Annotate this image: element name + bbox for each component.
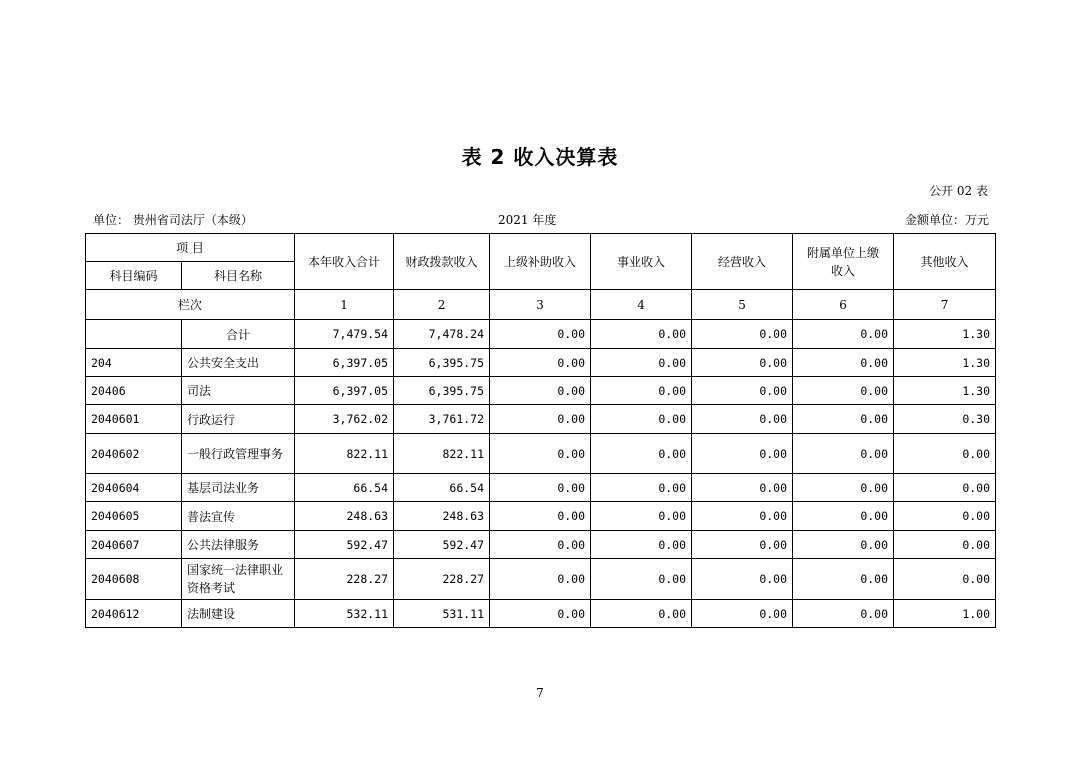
column-number: 1 [295, 290, 394, 320]
cell-value: 0.00 [894, 502, 996, 531]
subject-name: 一般行政管理事务 [182, 434, 295, 474]
subject-name: 国家统一法律职业资格考试 [182, 559, 295, 600]
cell-value: 0.00 [591, 559, 692, 600]
cell-value: 0.00 [692, 434, 793, 474]
subject-code: 2040601 [86, 405, 182, 434]
cell-value: 0.00 [490, 349, 591, 377]
cell-value: 0.00 [591, 600, 692, 628]
cell-value: 248.63 [394, 502, 490, 531]
cell-value: 0.00 [490, 474, 591, 502]
subject-name: 基层司法业务 [182, 474, 295, 502]
header-col-1: 本年收入合计 [295, 234, 394, 290]
unit-label: 单位： 贵州省司法厅（本级） [93, 213, 253, 227]
header-col-4: 事业收入 [591, 234, 692, 290]
cell-value: 0.00 [692, 502, 793, 531]
cell-value: 531.11 [394, 600, 490, 628]
cell-value: 592.47 [394, 531, 490, 559]
subject-name: 法制建设 [182, 600, 295, 628]
cell-value: 3,761.72 [394, 405, 490, 434]
cell-value: 0.30 [894, 405, 996, 434]
cell-value: 0.00 [692, 474, 793, 502]
cell-value: 822.11 [295, 434, 394, 474]
cell-value: 532.11 [295, 600, 394, 628]
total-value: 1.30 [894, 320, 996, 349]
cell-value: 0.00 [692, 377, 793, 405]
column-number: 6 [793, 290, 894, 320]
total-value: 0.00 [591, 320, 692, 349]
cell-value: 0.00 [793, 349, 894, 377]
cell-value: 0.00 [591, 434, 692, 474]
cell-value: 1.00 [894, 600, 996, 628]
cell-value: 0.00 [591, 377, 692, 405]
cell-value: 1.30 [894, 377, 996, 405]
subject-code: 2040607 [86, 531, 182, 559]
total-label: 合计 [182, 320, 295, 349]
cell-value: 3,762.02 [295, 405, 394, 434]
total-value: 7,479.54 [295, 320, 394, 349]
subject-name: 公共安全支出 [182, 349, 295, 377]
header-subject-name: 科目名称 [182, 262, 295, 290]
table-row [86, 474, 996, 502]
table-row [86, 434, 996, 474]
cell-value: 0.00 [591, 531, 692, 559]
cell-value: 0.00 [490, 434, 591, 474]
cell-value: 0.00 [591, 405, 692, 434]
total-value: 0.00 [490, 320, 591, 349]
cell-value: 0.00 [591, 502, 692, 531]
total-value: 0.00 [793, 320, 894, 349]
table-row [86, 531, 996, 559]
subject-code: 204 [86, 349, 182, 377]
cell-value: 0.00 [793, 559, 894, 600]
total-value: 7,478.24 [394, 320, 490, 349]
subject-code: 2040605 [86, 502, 182, 531]
cell-value: 0.00 [490, 405, 591, 434]
cell-value: 592.47 [295, 531, 394, 559]
header-col-5: 经营收入 [692, 234, 793, 290]
table-row [86, 502, 996, 531]
header-subject-code: 科目编码 [86, 262, 182, 290]
subject-name: 公共法律服务 [182, 531, 295, 559]
cell-value: 0.00 [793, 474, 894, 502]
cell-value: 0.00 [591, 474, 692, 502]
cell-value: 0.00 [793, 531, 894, 559]
cell-value: 0.00 [793, 600, 894, 628]
subject-code: 2040612 [86, 600, 182, 628]
column-number: 2 [394, 290, 490, 320]
cell-value: 228.27 [394, 559, 490, 600]
cell-value: 228.27 [295, 559, 394, 600]
cell-value: 0.00 [692, 405, 793, 434]
subject-name: 普法宣传 [182, 502, 295, 531]
cell-value: 0.00 [793, 405, 894, 434]
table-row [86, 559, 996, 600]
cell-value: 6,395.75 [394, 377, 490, 405]
header-col-7: 其他收入 [894, 234, 996, 290]
cell-value: 0.00 [692, 531, 793, 559]
total-row [86, 320, 996, 349]
cell-value: 6,395.75 [394, 349, 490, 377]
cell-value: 0.00 [692, 559, 793, 600]
form-code: 公开 02 表 [929, 184, 988, 198]
total-code-cell [86, 320, 182, 349]
header-item: 项 目 [86, 234, 295, 262]
income-table [85, 233, 996, 628]
unit-line [93, 211, 989, 227]
page-number: 7 [536, 686, 544, 700]
header-row-index: 栏次 [86, 290, 295, 320]
subject-name: 司法 [182, 377, 295, 405]
year-label: 2021 年度 [498, 213, 557, 227]
cell-value: 0.00 [894, 434, 996, 474]
amount-unit: 金额单位：万元 [904, 213, 989, 227]
subject-code: 2040608 [86, 559, 182, 600]
cell-value: 0.00 [894, 559, 996, 600]
column-number: 7 [894, 290, 996, 320]
cell-value: 0.00 [692, 349, 793, 377]
subject-name: 行政运行 [182, 405, 295, 434]
cell-value: 0.00 [894, 474, 996, 502]
cell-value: 0.00 [490, 502, 591, 531]
page-title: 表 2 收入决算表 [461, 145, 619, 169]
subject-code: 2040604 [86, 474, 182, 502]
header-col-6: 附属单位上缴收入 [793, 234, 894, 290]
cell-value: 0.00 [490, 377, 591, 405]
column-number: 4 [591, 290, 692, 320]
column-number: 5 [692, 290, 793, 320]
cell-value: 0.00 [591, 349, 692, 377]
table-row [86, 405, 996, 434]
cell-value: 1.30 [894, 349, 996, 377]
cell-value: 0.00 [692, 600, 793, 628]
cell-value: 822.11 [394, 434, 490, 474]
cell-value: 0.00 [894, 531, 996, 559]
cell-value: 6,397.05 [295, 349, 394, 377]
table-row [86, 600, 996, 628]
cell-value: 0.00 [793, 377, 894, 405]
cell-value: 0.00 [793, 502, 894, 531]
cell-value: 0.00 [793, 434, 894, 474]
total-value: 0.00 [692, 320, 793, 349]
column-number: 3 [490, 290, 591, 320]
cell-value: 66.54 [295, 474, 394, 502]
cell-value: 0.00 [490, 531, 591, 559]
cell-value: 6,397.05 [295, 377, 394, 405]
subject-code: 2040602 [86, 434, 182, 474]
subject-code: 20406 [86, 377, 182, 405]
cell-value: 0.00 [490, 559, 591, 600]
table-row [86, 349, 996, 377]
table-row [86, 377, 996, 405]
cell-value: 66.54 [394, 474, 490, 502]
cell-value: 248.63 [295, 502, 394, 531]
cell-value: 0.00 [490, 600, 591, 628]
header-col-2: 财政拨款收入 [394, 234, 490, 290]
header-col-3: 上级补助收入 [490, 234, 591, 290]
